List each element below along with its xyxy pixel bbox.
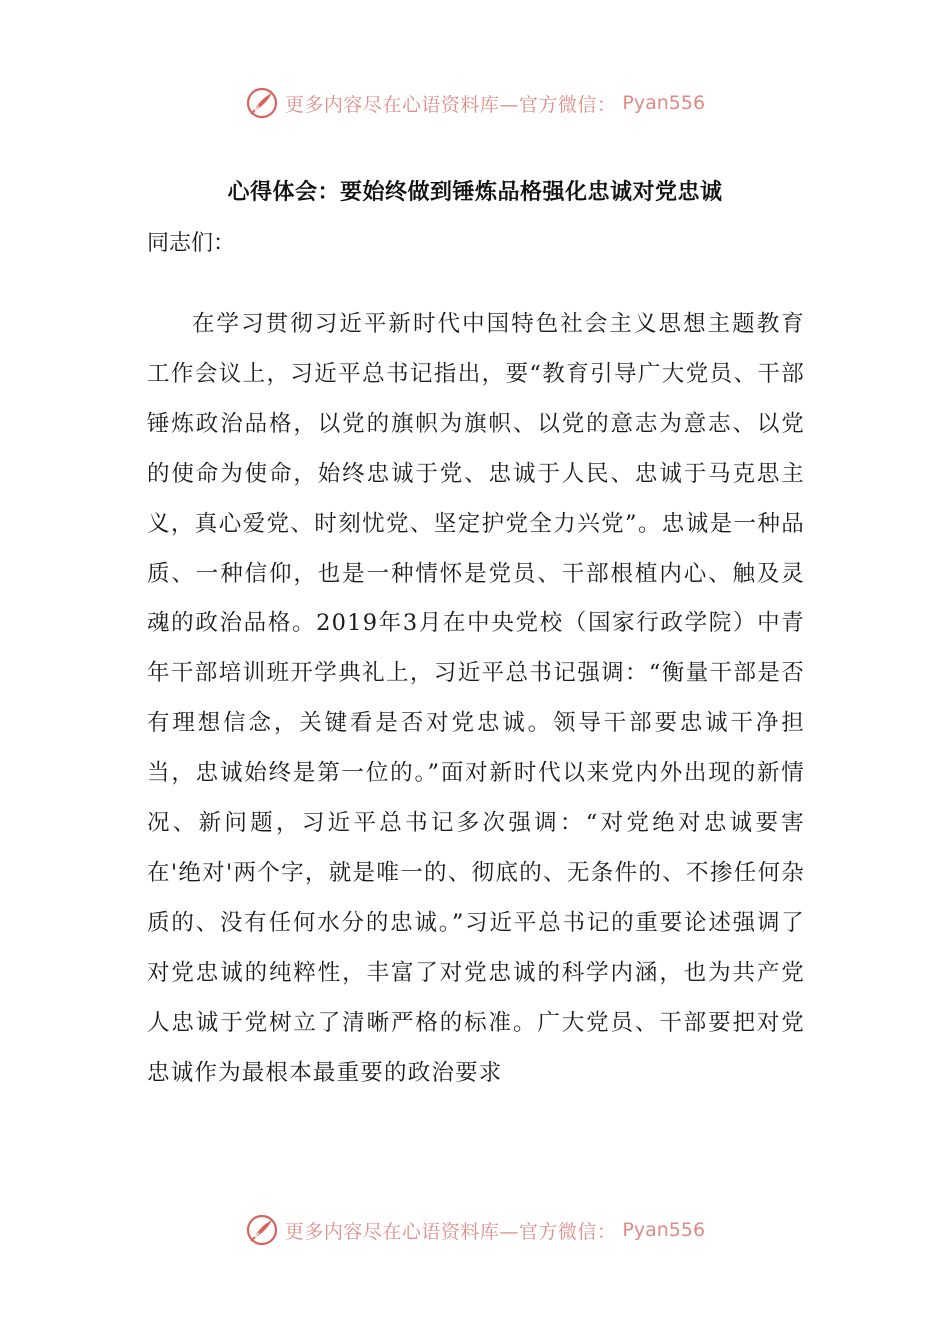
quill-pen-logo-icon	[245, 86, 279, 120]
watermark-wechat-id: Pyan556	[622, 92, 706, 114]
document-title: 心得体会：要始终做到锤炼品格强化忠诚对党忠诚	[227, 180, 723, 205]
watermark-text: 更多内容尽在心语资料库—官方微信：	[284, 93, 617, 116]
body-paragraph: 在学习贯彻习近平新时代中国特色社会主义思想主题教育工作会议上，习近平总书记指出，要“教育引导广大党员、干部锤炼政治品格，以党的旗帜为旗帜、以党的意志为意志、以党的使命为使命，始终忠诚于党、忠诚于人民、忠诚于马克思主义，真心爱党、时刻忧党、坚定护党全力兴党”。忠诚是一种品质、一种信仰，也是一种情怀是党员、干部根植内心、触及灵魂的政治品格。2019年3月在中央党校（国家行政学院）中青年干部培训班开学典礼上，习近平总书记强调：“衡量干部是否有理想信念，关键看是否对党忠诚。领导干部要忠诚干净担当，忠诚始终是第一位的。”面对新时代以来党内外出现的新情况、新问题，习近平总书记多次强调：“对党绝对忠诚要害在'绝对'两个字，就是唯一的、彻底的、无条件的、不掺任何杂质的、没有任何水分的忠诚。”习近平总书记的重要论述强调了对党忠诚的纯粹性，丰富了对党忠诚的科学内涵，也为共产党人忠诚于党树立了清晰严格的标准。广大党员、干部要把对党忠诚作为最根本最重要的政治要求	[147, 311, 805, 1086]
salutation: 同志们：	[147, 231, 236, 256]
footer-watermark	[0, 1210, 950, 1250]
header-watermark	[0, 83, 950, 123]
watermark-wechat-id: Pyan556	[622, 1219, 706, 1241]
quill-pen-logo-icon	[245, 1213, 279, 1247]
watermark-text: 更多内容尽在心语资料库—官方微信：	[284, 1220, 617, 1243]
